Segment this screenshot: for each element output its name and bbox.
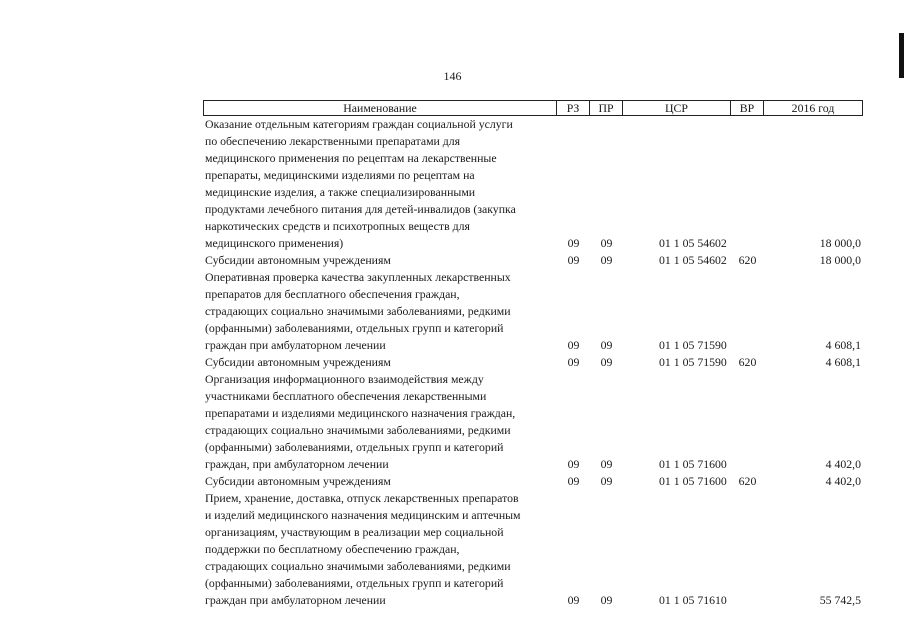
table-row bbox=[203, 354, 863, 371]
row-name: Субсидии автономным учреждениям bbox=[205, 253, 391, 267]
table-header bbox=[203, 100, 863, 116]
row-vr bbox=[731, 371, 764, 473]
table-row bbox=[203, 269, 863, 354]
header-rz: РЗ bbox=[557, 100, 590, 116]
row-pr: 09 bbox=[600, 474, 613, 488]
row-pr: 09 bbox=[600, 236, 613, 250]
row-pr: 09 bbox=[600, 355, 613, 369]
row-pr: 09 bbox=[600, 338, 613, 352]
table-row bbox=[203, 371, 863, 473]
row-vr bbox=[731, 490, 764, 609]
row-csr: 01 1 05 71600 bbox=[659, 474, 727, 488]
table-row bbox=[203, 116, 863, 252]
row-pr: 09 bbox=[600, 253, 613, 267]
header-name: Наименование bbox=[203, 100, 557, 116]
row-rz: 09 bbox=[567, 338, 580, 352]
row-name: Оказание отдельным категориям граждан социальной услуги по обеспечению лекарственными препаратами для медицинского применения по рецептам на лекарственные препараты, медицинскими изделиями по рецептам на медицинские изделия, а также специализированными продуктами лечебного питания для детей-инвалидов (закупка наркотических средств и психотропных веществ для медицинского применения) bbox=[205, 117, 516, 250]
header-vr: ВР bbox=[731, 100, 764, 116]
row-rz: 09 bbox=[567, 474, 580, 488]
row-csr: 01 1 05 71610 bbox=[659, 593, 727, 607]
row-pr: 09 bbox=[600, 457, 613, 471]
row-rz: 09 bbox=[567, 236, 580, 250]
row-name: Субсидии автономным учреждениям bbox=[205, 474, 391, 488]
row-rz: 09 bbox=[567, 253, 580, 267]
row-vr bbox=[731, 269, 764, 354]
row-rz: 09 bbox=[567, 355, 580, 369]
row-rz: 09 bbox=[567, 593, 580, 607]
page-number: 146 bbox=[443, 69, 462, 83]
row-csr: 01 1 05 54602 bbox=[659, 253, 727, 267]
row-vr bbox=[731, 116, 764, 252]
header-csr: ЦСР bbox=[623, 100, 731, 116]
row-amount: 4 608,1 bbox=[825, 355, 861, 369]
header-pr: ПР bbox=[590, 100, 623, 116]
row-csr: 01 1 05 71600 bbox=[659, 457, 727, 471]
row-vr: 620 bbox=[738, 474, 757, 488]
row-name: Оперативная проверка качества закупленных лекарственных препаратов для бесплатного обеспечения граждан, страдающих социально значимыми заболеваниями, редкими (орфанными) заболеваниями, отдельных групп и категорий граждан при амбулаторном лечении bbox=[205, 270, 511, 352]
row-amount: 18 000,0 bbox=[819, 236, 861, 250]
row-name: Прием, хранение, доставка, отпуск лекарственных препаратов и изделий медицинского назначения медицинским и аптечным организациям, участвующим в реализации мер социальной поддержки по бесплатному обеспечению граждан, страдающих социально значимыми заболеваниями, редкими (орфанными) заболеваниями, отдельных групп и категорий граждан при амбулаторном лечении bbox=[205, 491, 521, 607]
table-row bbox=[203, 252, 863, 269]
table-row bbox=[203, 490, 863, 609]
row-name: Субсидии автономным учреждениям bbox=[205, 355, 391, 369]
row-csr: 01 1 05 71590 bbox=[659, 355, 727, 369]
row-vr: 620 bbox=[738, 253, 757, 267]
row-name: Организация информационного взаимодействия между участниками бесплатного обеспечения лекарственными препаратами и изделиями медицинского назначения граждан, страдающих социально значимыми заболеваниями, редкими (орфанными) заболеваниями, отдельных групп и категорий граждан, при амбулаторном лечении bbox=[205, 372, 516, 471]
row-amount: 4 608,1 bbox=[825, 338, 861, 352]
row-csr: 01 1 05 54602 bbox=[659, 236, 727, 250]
header-year: 2016 год bbox=[764, 100, 863, 116]
table-row bbox=[203, 473, 863, 490]
row-csr: 01 1 05 71590 bbox=[659, 338, 727, 352]
budget-table bbox=[203, 100, 863, 609]
row-pr: 09 bbox=[600, 593, 613, 607]
row-rz: 09 bbox=[567, 457, 580, 471]
row-amount: 55 742,5 bbox=[819, 593, 861, 607]
row-amount: 18 000,0 bbox=[819, 253, 861, 267]
row-vr: 620 bbox=[738, 355, 757, 369]
row-amount: 4 402,0 bbox=[825, 457, 861, 471]
row-amount: 4 402,0 bbox=[825, 474, 861, 488]
